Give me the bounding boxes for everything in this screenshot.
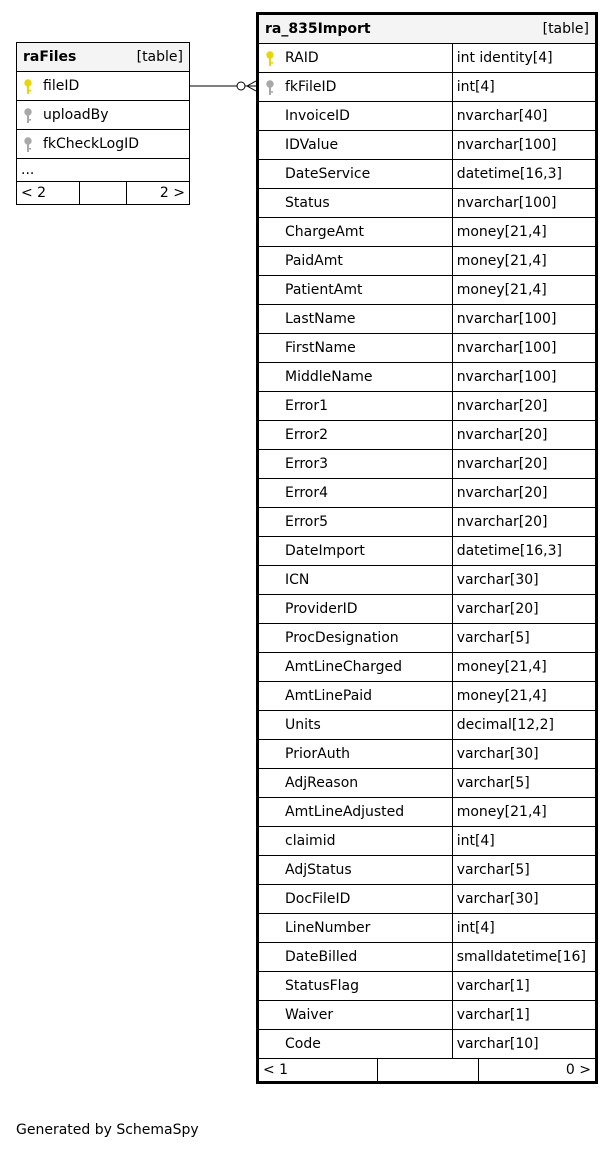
rafiles-footer-children[interactable]: 2 > bbox=[127, 182, 190, 205]
rafiles-column-name: uploadBy bbox=[43, 107, 109, 123]
ra835import-column-name: Waiver bbox=[285, 1007, 334, 1023]
ra835import-column-type: nvarchar[20] bbox=[452, 450, 596, 479]
ra835import-footer-parents[interactable]: < 1 bbox=[259, 1059, 378, 1081]
ra835import-column-type: varchar[30] bbox=[452, 566, 596, 595]
ra835import-column-type: nvarchar[20] bbox=[452, 508, 596, 537]
rafiles-column-name: fileID bbox=[43, 78, 80, 94]
generated-by-label: Generated by SchemaSpy bbox=[16, 1122, 199, 1138]
ra835import-column-name: DateBilled bbox=[285, 949, 358, 965]
ra835import-footer-children[interactable]: 0 > bbox=[565, 1062, 591, 1078]
ra835import-column-name: Error5 bbox=[285, 514, 329, 530]
rafiles-type-label: [table] bbox=[127, 43, 190, 72]
ra835import-column-name: DocFileID bbox=[285, 891, 351, 907]
ra835import-column-type: varchar[5] bbox=[452, 769, 596, 798]
ra835import-column-type: varchar[1] bbox=[452, 1001, 596, 1030]
ra835import-column-name: AmtLineAdjusted bbox=[285, 804, 405, 820]
ra835import-column-type: nvarchar[100] bbox=[452, 334, 596, 363]
ra835import-column-type: money[21,4] bbox=[452, 682, 596, 711]
ra835import-column-type: money[21,4] bbox=[452, 798, 596, 827]
ra835import-column-type: money[21,4] bbox=[452, 247, 596, 276]
ra835import-column-name: claimid bbox=[285, 833, 336, 849]
ra835import-column-name: ProviderID bbox=[285, 601, 358, 617]
ra835import-column-type: money[21,4] bbox=[452, 653, 596, 682]
ra835import-column-name: DateImport bbox=[285, 543, 365, 559]
ra835import-column-type: int[4] bbox=[452, 827, 596, 856]
ra835import-column-type: int[4] bbox=[452, 73, 596, 102]
ra835import-column-type: smalldatetime[16] bbox=[452, 943, 596, 972]
ra835import-column-name: AdjStatus bbox=[285, 862, 352, 878]
ra835import-column-name: MiddleName bbox=[285, 369, 373, 385]
ra835import-column-name: Error4 bbox=[285, 485, 329, 501]
ra835import-column-name: PriorAuth bbox=[285, 746, 350, 762]
ra835import-column-name: FirstName bbox=[285, 340, 356, 356]
ra835import-column-name: fkFileID bbox=[285, 79, 337, 95]
ra835import-column-type: varchar[30] bbox=[452, 885, 596, 914]
ra835import-column-type: nvarchar[100] bbox=[452, 305, 596, 334]
ra835import-type-label: [table] bbox=[452, 14, 596, 44]
ra835import-column-name: LastName bbox=[285, 311, 356, 327]
zero-optional-icon bbox=[237, 82, 245, 90]
ra835import-column-type: nvarchar[100] bbox=[452, 131, 596, 160]
ra835import-column-type: int identity[4] bbox=[452, 44, 596, 73]
ra835import-column-name: AdjReason bbox=[285, 775, 359, 791]
rafiles-title[interactable]: raFiles bbox=[17, 43, 127, 72]
ra835import-column-name: Error1 bbox=[285, 398, 329, 414]
ra835import-column-type: decimal[12,2] bbox=[452, 711, 596, 740]
ra835import-column-name: ProcDesignation bbox=[285, 630, 399, 646]
ra835import-column-name: StatusFlag bbox=[285, 978, 360, 994]
ra835import-column-type: nvarchar[100] bbox=[452, 363, 596, 392]
ra835import-column-type: datetime[16,3] bbox=[452, 160, 596, 189]
ra835import-column-type: varchar[10] bbox=[452, 1030, 596, 1059]
ra835import-column-name: Units bbox=[285, 717, 321, 733]
ra835import-column-name: AmtLinePaid bbox=[285, 688, 373, 704]
ra835import-column-name: InvoiceID bbox=[285, 108, 350, 124]
ra835import-column-type: varchar[5] bbox=[452, 624, 596, 653]
ra835import-column-name: Status bbox=[285, 195, 330, 211]
ra835import-column-name: RAID bbox=[285, 50, 319, 66]
ra835import-column-type: varchar[30] bbox=[452, 740, 596, 769]
ra835import-column-name: Error2 bbox=[285, 427, 329, 443]
ra835import-title[interactable]: ra_835Import bbox=[258, 14, 453, 44]
ra835import-column-name: Error3 bbox=[285, 456, 329, 472]
ra835import-column-type: varchar[5] bbox=[452, 856, 596, 885]
rafiles-footer-parents[interactable]: < 2 bbox=[17, 182, 80, 205]
ra835import-column-type: nvarchar[20] bbox=[452, 479, 596, 508]
ra835import-column-type: varchar[20] bbox=[452, 595, 596, 624]
ra835import-column-name: LineNumber bbox=[285, 920, 371, 936]
ra835import-column-type: money[21,4] bbox=[452, 218, 596, 247]
rafiles-ellipsis: ... bbox=[17, 159, 190, 182]
rafiles-column-name: fkCheckLogID bbox=[43, 136, 140, 152]
ra835import-column-type: varchar[1] bbox=[452, 972, 596, 1001]
ra835import-column-name: Code bbox=[285, 1036, 321, 1052]
ra835import-column-type: datetime[16,3] bbox=[452, 537, 596, 566]
ra835import-column-name: DateService bbox=[285, 166, 371, 182]
ra835import-column-name: PaidAmt bbox=[285, 253, 343, 269]
ra835import-column-type: int[4] bbox=[452, 914, 596, 943]
ra835import-column-type: nvarchar[40] bbox=[452, 102, 596, 131]
crowfoot-many-icon bbox=[247, 81, 256, 86]
ra835import-column-name: IDValue bbox=[285, 137, 339, 153]
ra835import-column-name: PatientAmt bbox=[285, 282, 363, 298]
ra835import-column-type: nvarchar[100] bbox=[452, 189, 596, 218]
ra835import-column-name: ICN bbox=[285, 572, 310, 588]
ra835import-column-name: ChargeAmt bbox=[285, 224, 364, 240]
ra835import-column-type: nvarchar[20] bbox=[452, 421, 596, 450]
ra835import-column-name: AmtLineCharged bbox=[285, 659, 403, 675]
ra835import-column-type: money[21,4] bbox=[452, 276, 596, 305]
ra835import-column-type: nvarchar[20] bbox=[452, 392, 596, 421]
